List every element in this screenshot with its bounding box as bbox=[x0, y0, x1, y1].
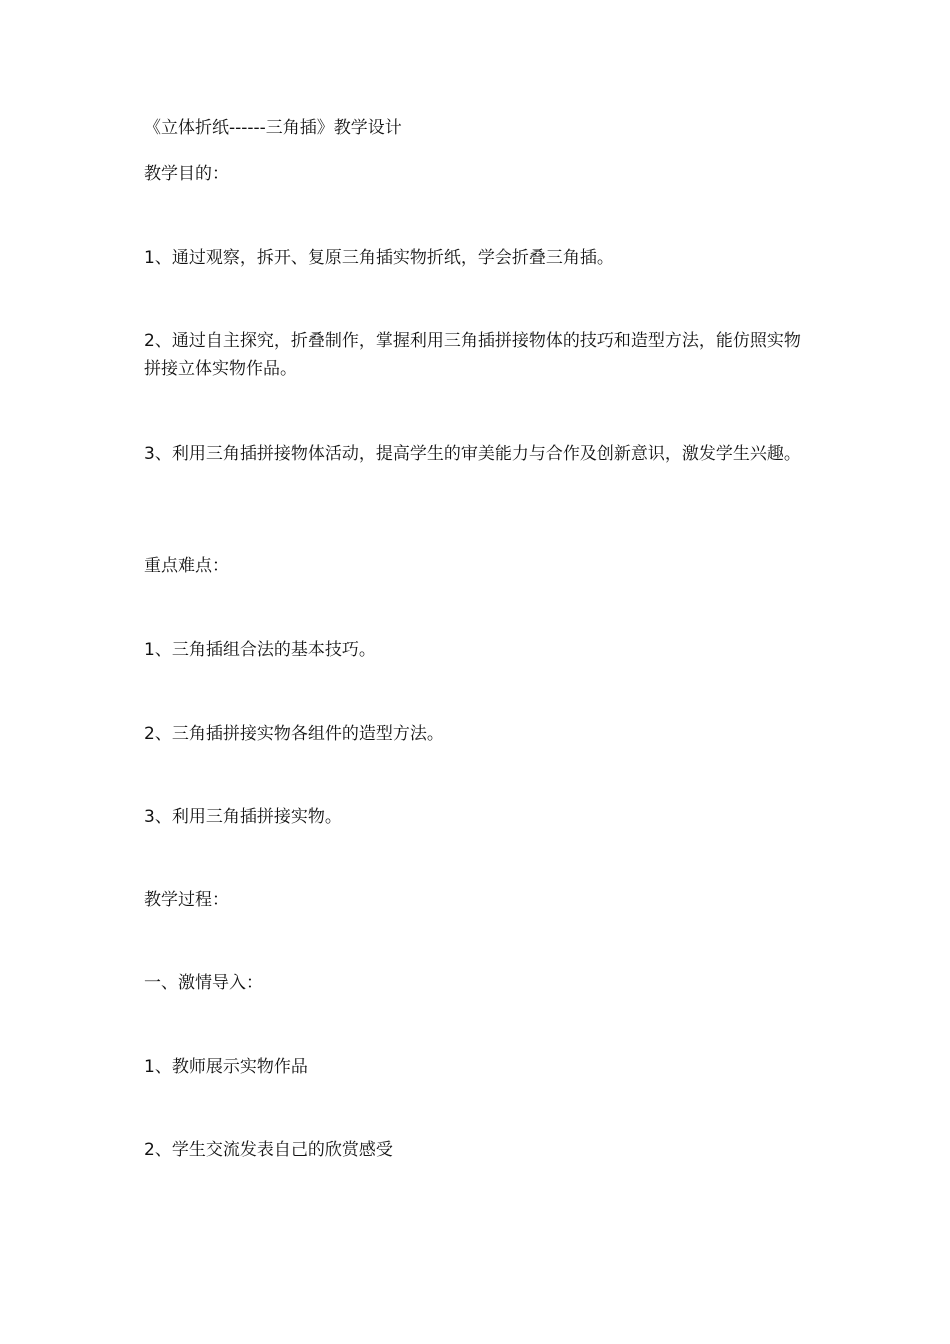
process-heading: 教学过程： bbox=[144, 890, 229, 910]
objective-item: 3、利用三角插拼接物体活动，提高学生的审美能力与合作及创新意识，激发学生兴趣。 bbox=[144, 444, 801, 464]
objective-item: 1、通过观察，拆开、复原三角插实物折纸，学会折叠三角插。 bbox=[144, 248, 614, 268]
key-point-item: 1、三角插组合法的基本技巧。 bbox=[144, 640, 376, 660]
section-one-heading: 一、激情导入： bbox=[144, 973, 263, 993]
section-one-item: 1、教师展示实物作品 bbox=[144, 1057, 308, 1077]
key-point-item: 3、利用三角插拼接实物。 bbox=[144, 807, 342, 827]
objective-item: 2、通过自主探究，折叠制作，掌握利用三角插拼接物体的技巧和造型方法，能仿照实物拼接立体实物作品。 bbox=[144, 331, 801, 379]
objectives-heading: 教学目的： bbox=[144, 164, 229, 184]
document-title: 《立体折纸------三角插》教学设计 bbox=[144, 118, 402, 138]
key-point-item: 2、三角插拼接实物各组件的造型方法。 bbox=[144, 724, 444, 744]
key-points-heading: 重点难点： bbox=[144, 556, 229, 576]
section-one-item: 2、学生交流发表自己的欣赏感受 bbox=[144, 1140, 393, 1160]
